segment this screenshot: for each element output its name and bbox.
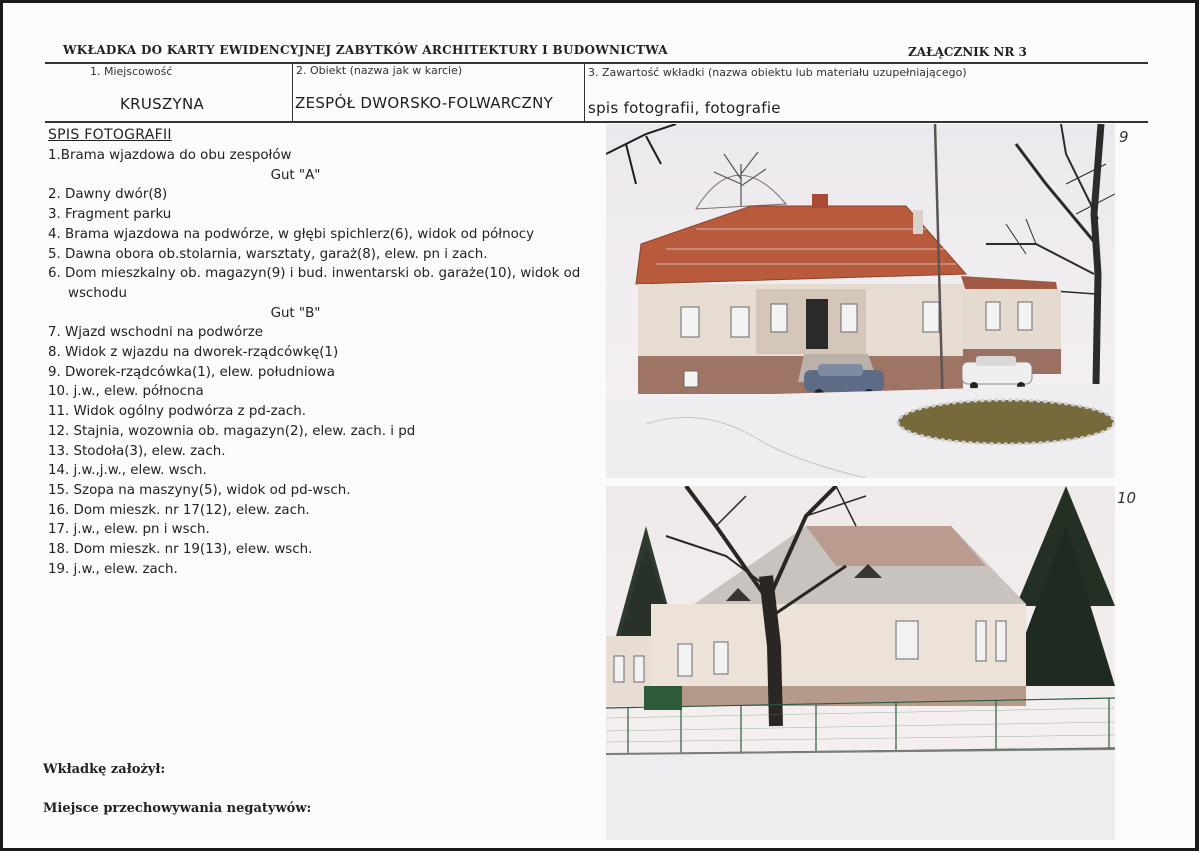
contents-value: spis fotografii, fotografie <box>588 99 781 117</box>
group-heading: Gut "A" <box>270 167 321 183</box>
list-item: 13. Stodoła(3), elew. zach. <box>48 443 226 459</box>
annex-number: ZAŁĄCZNIK NR 3 <box>908 45 1027 59</box>
negatives-storage-label: Miejsce przechowywania negatywów: <box>43 801 312 816</box>
object-label: 2. Obiekt (nazwa jak w karcie) <box>296 64 463 77</box>
header-divider-2 <box>584 62 585 122</box>
contents-label: 3. Zawartość wkładki (nazwa obiektu lub materiału uzupełniającego) <box>588 66 967 79</box>
photo-manor-north <box>606 486 1115 840</box>
list-item: 19. j.w., elew. zach. <box>48 561 178 577</box>
header-bottom-rule <box>45 121 1148 123</box>
founder-label: Wkładkę założył: <box>43 762 166 777</box>
list-item: 17. j.w., elew. pn i wsch. <box>48 522 210 538</box>
list-item: 4. Brama wjazdowa na podwórze, w głębi spichlerz(6), widok od północy <box>48 226 535 242</box>
list-item: 16. Dom mieszk. nr 17(12), elew. zach. <box>48 502 310 518</box>
list-item: 2. Dawny dwór(8) <box>48 187 168 203</box>
photo-number: 10 <box>1117 489 1137 507</box>
locality-label: 1. Miejscowość <box>90 65 173 78</box>
list-item: 9. Dworek-rządcówka(1), elew. południowa <box>48 364 335 380</box>
list-item: 10. j.w., elew. północna <box>48 384 204 400</box>
object-value: ZESPÓŁ DWORSKO-FOLWARCZNY <box>295 94 554 112</box>
list-item: 7. Wjazd wschodni na podwórze <box>48 325 263 341</box>
list-item: 11. Widok ogólny podwórza z pd-zach. <box>48 404 306 420</box>
list-item: 12. Stajnia, wozownia ob. magazyn(2), elew. zach. i pd <box>48 423 416 439</box>
list-item: 1.Brama wjazdowa do obu zespołów <box>48 148 292 163</box>
list-item: 15. Szopa na maszyny(5), widok od pd-wsch. <box>48 482 351 498</box>
list-item: 14. j.w.,j.w., elew. wsch. <box>48 463 207 479</box>
list-item: 8. Widok z wjazdu na dworek-rządcówkę(1) <box>48 345 339 361</box>
list-item: 18. Dom mieszk. nr 19(13), elew. wsch. <box>48 542 313 558</box>
header-top-rule <box>45 62 1148 64</box>
photo-list <box>48 146 593 579</box>
document-title: WKŁADKA DO KARTY EWIDENCYJNEJ ZABYTKÓW ARCHITEKTURY I BUDOWNICTWA <box>63 43 668 57</box>
photo-number: 9 <box>1119 128 1129 146</box>
photo-list-title: SPIS FOTOGRAFII <box>48 127 172 143</box>
list-item: 5. Dawna obora ob.stolarnia, warsztaty, garaż(8), elew. pn i zach. <box>48 246 488 262</box>
list-item: 3. Fragment parku <box>48 207 172 223</box>
header-divider-1 <box>292 62 293 122</box>
document-sheet <box>3 3 1195 848</box>
locality-value: KRUSZYNA <box>120 95 205 113</box>
group-heading: Gut "B" <box>270 305 321 321</box>
list-item: 6. Dom mieszkalny ob. magazyn(9) i bud. inwentarski ob. garaże(10), widok od wschodu <box>48 266 581 301</box>
photo-manor-south <box>606 124 1115 478</box>
